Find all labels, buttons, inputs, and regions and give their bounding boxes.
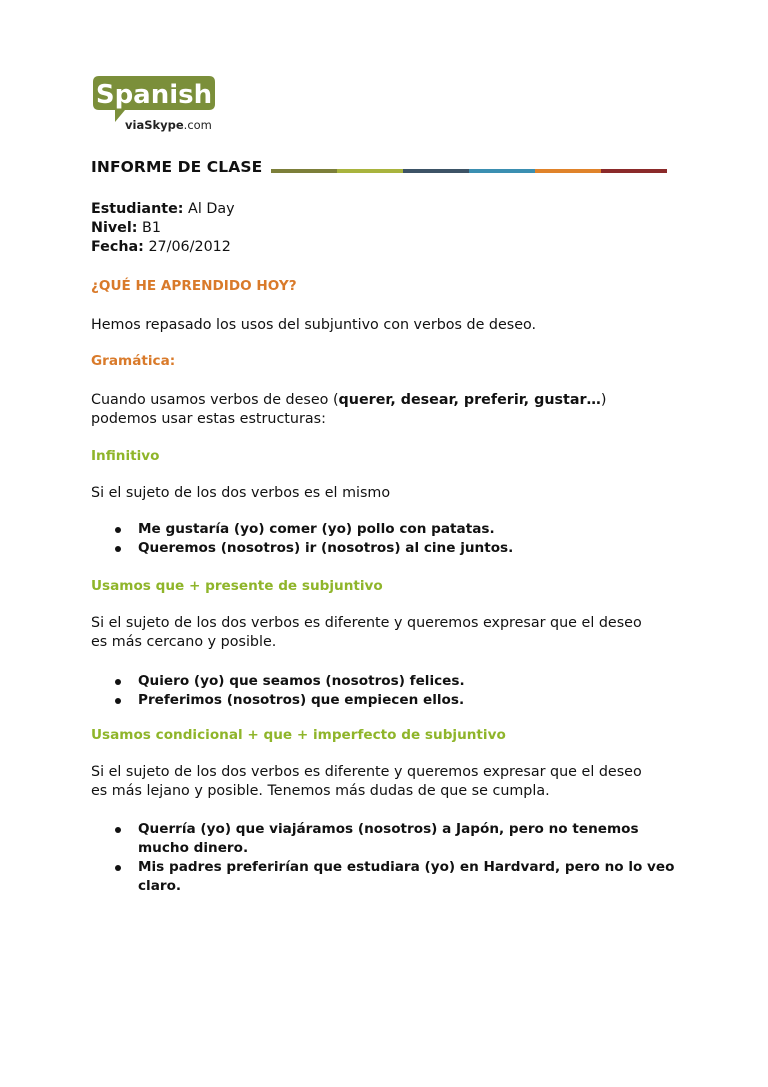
infinitive-text: Si el sujeto de los dos verbos es el mismo [91,485,391,501]
infinitive-examples [91,520,513,558]
logo-tagline: viaSkype.com [125,118,212,132]
report-title: INFORME DE CLASE [91,158,263,176]
conditional-text-line-2: es más lejano y posible. Tenemos más dudas de que se cumpla. [91,783,550,799]
stripe-segment [469,169,535,173]
list-item [91,820,674,858]
spanish-via-skype-logo [91,74,221,134]
student-label: Estudiante: [91,201,184,217]
conditional-examples [91,820,674,896]
stripe-segment [535,169,601,173]
example-line: Mis padres preferirían que estudiara (yo) en Hardvard, pero no lo veo [138,859,675,875]
list-item [91,858,674,896]
student-line [91,200,235,219]
stripe-segment [337,169,403,173]
infinitive-heading: Infinitivo [91,448,160,464]
present-text-line-1: Si el sujeto de los dos verbos es diferente y queremos expresar que el deseo [91,615,642,631]
list-item: Preferimos (nosotros) que empiecen ellos. [91,691,465,710]
present-examples [91,672,465,710]
learned-text: Hemos repasado los usos del subjuntivo con verbos de deseo. [91,317,537,333]
level-label: Nivel: [91,220,138,236]
report-header [91,158,671,182]
grammar-intro-line-1 [91,391,606,410]
student-value: Al Day [188,201,235,217]
example-line: claro. [138,878,182,894]
list-item: Quiero (yo) que seamos (nosotros) felices. [91,672,465,691]
date-line [91,238,231,257]
stripe-segment [403,169,469,173]
conditional-heading: Usamos condicional + que + imperfecto de subjuntivo [91,727,506,743]
present-subjunctive-heading: Usamos que + presente de subjuntivo [91,578,383,594]
logo-word: Spanish [95,80,213,110]
date-label: Fecha: [91,239,144,255]
grammar-verbs: querer, desear, preferir, gustar… [338,392,601,408]
grammar-intro-close: ) [600,392,607,408]
grammar-intro-text: Cuando usamos verbos de deseo ( [91,392,339,408]
learned-heading: ¿QUÉ HE APRENDIDO HOY? [91,278,297,294]
present-text-line-2: es más cercano y posible. [91,634,277,650]
logo-graphic [91,74,221,134]
example-line: mucho dinero. [138,840,249,856]
level-line [91,219,161,238]
example-line: Querría (yo) que viajáramos (nosotros) a Japón, pero no tenemos [138,821,639,837]
grammar-intro-line-2: podemos usar estas estructuras: [91,411,326,427]
level-value: B1 [142,220,161,236]
stripe-segment [271,169,337,173]
date-value: 27/06/2012 [148,239,231,255]
color-stripe [271,169,667,173]
stripe-segment [601,169,667,173]
conditional-text-line-1: Si el sujeto de los dos verbos es diferente y queremos expresar que el deseo [91,764,642,780]
grammar-heading: Gramática: [91,353,176,369]
list-item: Queremos (nosotros) ir (nosotros) al cine juntos. [91,539,513,558]
list-item: Me gustaría (yo) comer (yo) pollo con patatas. [91,520,513,539]
